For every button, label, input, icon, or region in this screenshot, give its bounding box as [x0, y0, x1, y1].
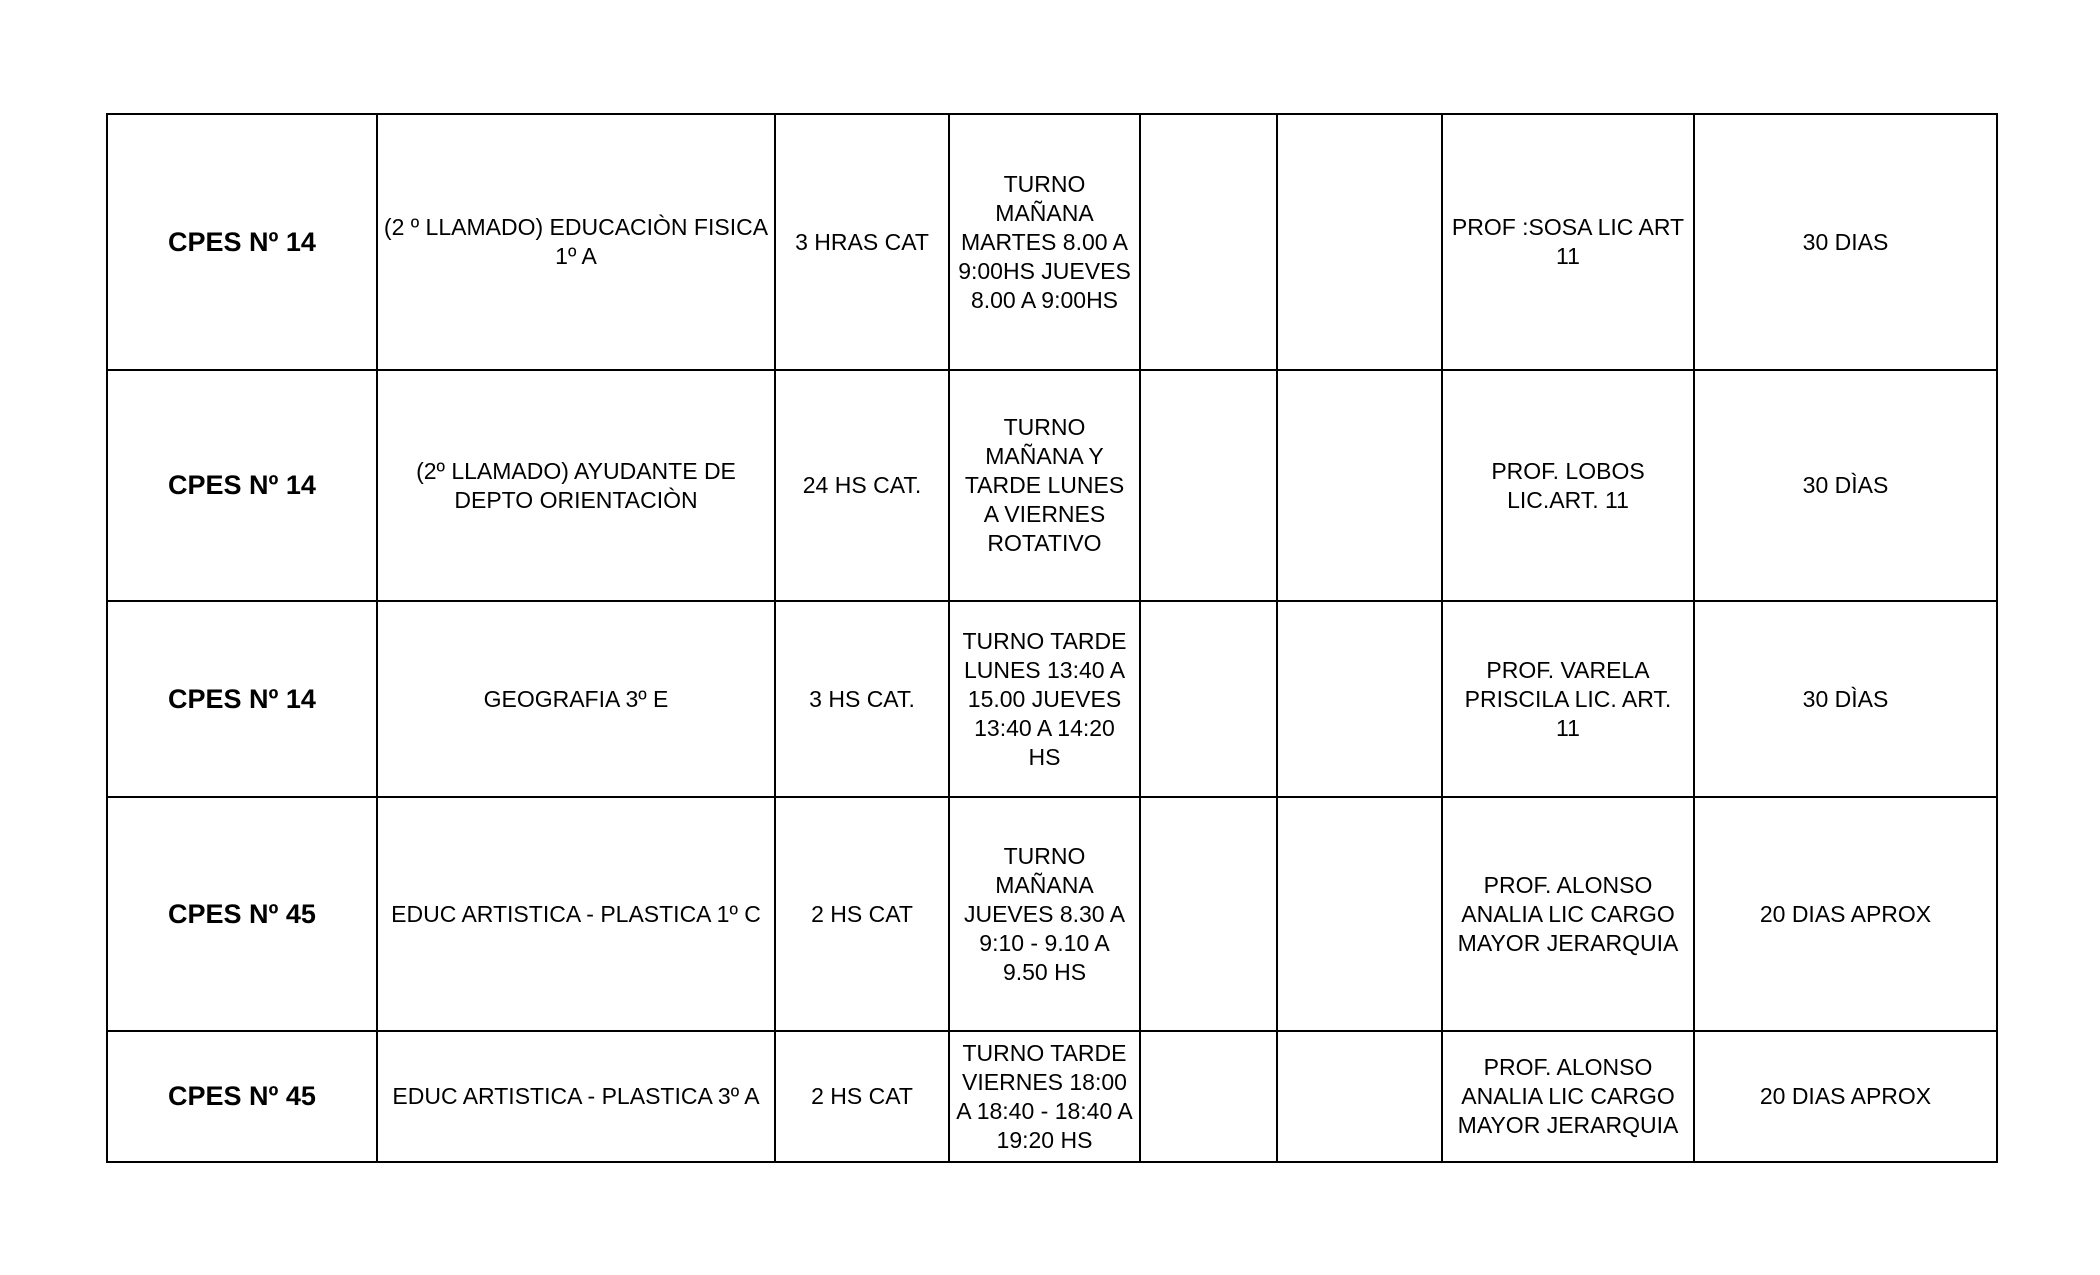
schedule-line: ROTATIVO — [987, 530, 1102, 556]
schedule-line: TURNO — [1003, 842, 1086, 869]
table-row — [107, 1031, 1997, 1162]
schedule-line: 9:00HS JUEVES — [958, 257, 1131, 284]
teacher-cell — [1442, 370, 1694, 601]
duration-cell: 30 DÌAS — [1694, 601, 1997, 797]
schedule-cell — [949, 797, 1140, 1031]
empty-cell — [1277, 114, 1442, 370]
table-row — [107, 601, 1997, 797]
teacher-line: MAYOR JERARQUIA — [1457, 1112, 1679, 1138]
teacher-line: 11 — [1556, 714, 1580, 741]
empty-cell — [1277, 370, 1442, 601]
teacher-cell — [1442, 601, 1694, 797]
hours-cell: 2 HS CAT — [775, 797, 949, 1031]
teacher-line: PRISCILA LIC. ART. — [1464, 685, 1672, 712]
schedule-line: 19:20 HS — [996, 1126, 1093, 1153]
school-cell: CPES Nº 14 — [107, 114, 377, 370]
schedule-line: 15.00 JUEVES — [967, 685, 1122, 712]
table-row — [107, 370, 1997, 601]
teacher-cell — [1442, 114, 1694, 370]
empty-cell — [1140, 601, 1277, 797]
school-cell: CPES Nº 45 — [107, 1031, 377, 1162]
subject-line: 1º A — [555, 243, 597, 269]
teacher-line: MAYOR JERARQUIA — [1457, 929, 1679, 956]
empty-cell — [1140, 114, 1277, 370]
empty-cell — [1140, 1031, 1277, 1162]
subject-cell — [377, 114, 775, 370]
schedule-line: VIERNES 18:00 — [962, 1068, 1127, 1095]
teacher-line: PROF :SOSA LIC ART — [1451, 214, 1685, 240]
subject-line: (2º LLAMADO) AYUDANTE DE — [416, 457, 736, 484]
schedule-line: TURNO — [1003, 414, 1086, 440]
schedule-line: TARDE LUNES — [964, 472, 1125, 498]
schedule-cell — [949, 1031, 1140, 1162]
subject-line: EDUC ARTISTICA - PLASTICA 1º C — [391, 900, 761, 927]
teacher-line: LIC.ART. 11 — [1507, 486, 1629, 513]
empty-cell — [1277, 797, 1442, 1031]
schedule-line: HS — [1028, 743, 1061, 770]
schedule-line: 9.50 HS — [1002, 958, 1087, 985]
subject-cell — [377, 370, 775, 601]
schedule-line: LUNES 13:40 A — [963, 656, 1126, 683]
vacancy-table — [106, 113, 1998, 1163]
subject-line: (2 º LLAMADO) EDUCACIÒN FISICA — [383, 214, 769, 240]
subject-cell — [377, 601, 775, 797]
duration-cell: 20 DIAS APROX — [1694, 797, 1997, 1031]
schedule-line: MAÑANA — [995, 871, 1094, 898]
schedule-line: MAÑANA — [995, 199, 1094, 226]
schedule-line: TURNO — [1003, 170, 1086, 197]
schedule-line: 9:10 - 9.10 A — [979, 929, 1110, 956]
schedule-line: 13:40 A 14:20 — [974, 714, 1115, 741]
empty-cell — [1140, 797, 1277, 1031]
schedule-line: MAÑANA Y — [985, 443, 1104, 469]
hours-cell: 3 HRAS CAT — [775, 114, 949, 370]
teacher-line: PROF. ALONSO — [1483, 1054, 1653, 1080]
teacher-cell — [1442, 1031, 1694, 1162]
subject-cell — [377, 1031, 775, 1162]
hours-cell: 3 HS CAT. — [775, 601, 949, 797]
schedule-cell — [949, 370, 1140, 601]
empty-cell — [1140, 370, 1277, 601]
school-cell: CPES Nº 45 — [107, 797, 377, 1031]
table-row — [107, 797, 1997, 1031]
hours-cell: 2 HS CAT — [775, 1031, 949, 1162]
school-cell: CPES Nº 14 — [107, 601, 377, 797]
teacher-line: PROF. LOBOS — [1491, 457, 1645, 484]
schedule-line: JUEVES 8.30 A — [963, 900, 1126, 927]
schedule-cell — [949, 601, 1140, 797]
subject-line: GEOGRAFIA 3º E — [483, 685, 669, 712]
subject-line: EDUC ARTISTICA - PLASTICA 3º A — [392, 1083, 760, 1109]
schedule-line: TURNO TARDE — [962, 1039, 1127, 1066]
empty-cell — [1277, 601, 1442, 797]
teacher-line: ANALIA LIC CARGO — [1461, 900, 1675, 927]
schedule-line: TURNO TARDE — [962, 627, 1127, 654]
hours-cell: 24 HS CAT. — [775, 370, 949, 601]
teacher-line: 11 — [1556, 243, 1580, 269]
duration-cell: 30 DÌAS — [1694, 370, 1997, 601]
table-row — [107, 114, 1997, 370]
teacher-line: PROF. ALONSO — [1483, 871, 1653, 898]
schedule-line: A 18:40 - 18:40 A — [956, 1097, 1133, 1124]
subject-cell — [377, 797, 775, 1031]
teacher-cell — [1442, 797, 1694, 1031]
schedule-cell — [949, 114, 1140, 370]
table-body — [107, 114, 1997, 1162]
schedule-line: 8.00 A 9:00HS — [970, 286, 1119, 313]
empty-cell — [1277, 1031, 1442, 1162]
subject-line: DEPTO ORIENTACIÒN — [454, 486, 698, 513]
school-cell: CPES Nº 14 — [107, 370, 377, 601]
schedule-line: MARTES 8.00 A — [960, 228, 1129, 255]
duration-cell: 20 DIAS APROX — [1694, 1031, 1997, 1162]
teacher-line: PROF. VARELA — [1486, 656, 1650, 683]
duration-cell: 30 DIAS — [1694, 114, 1997, 370]
schedule-line: A VIERNES — [983, 501, 1106, 527]
teacher-line: ANALIA LIC CARGO — [1461, 1083, 1675, 1109]
